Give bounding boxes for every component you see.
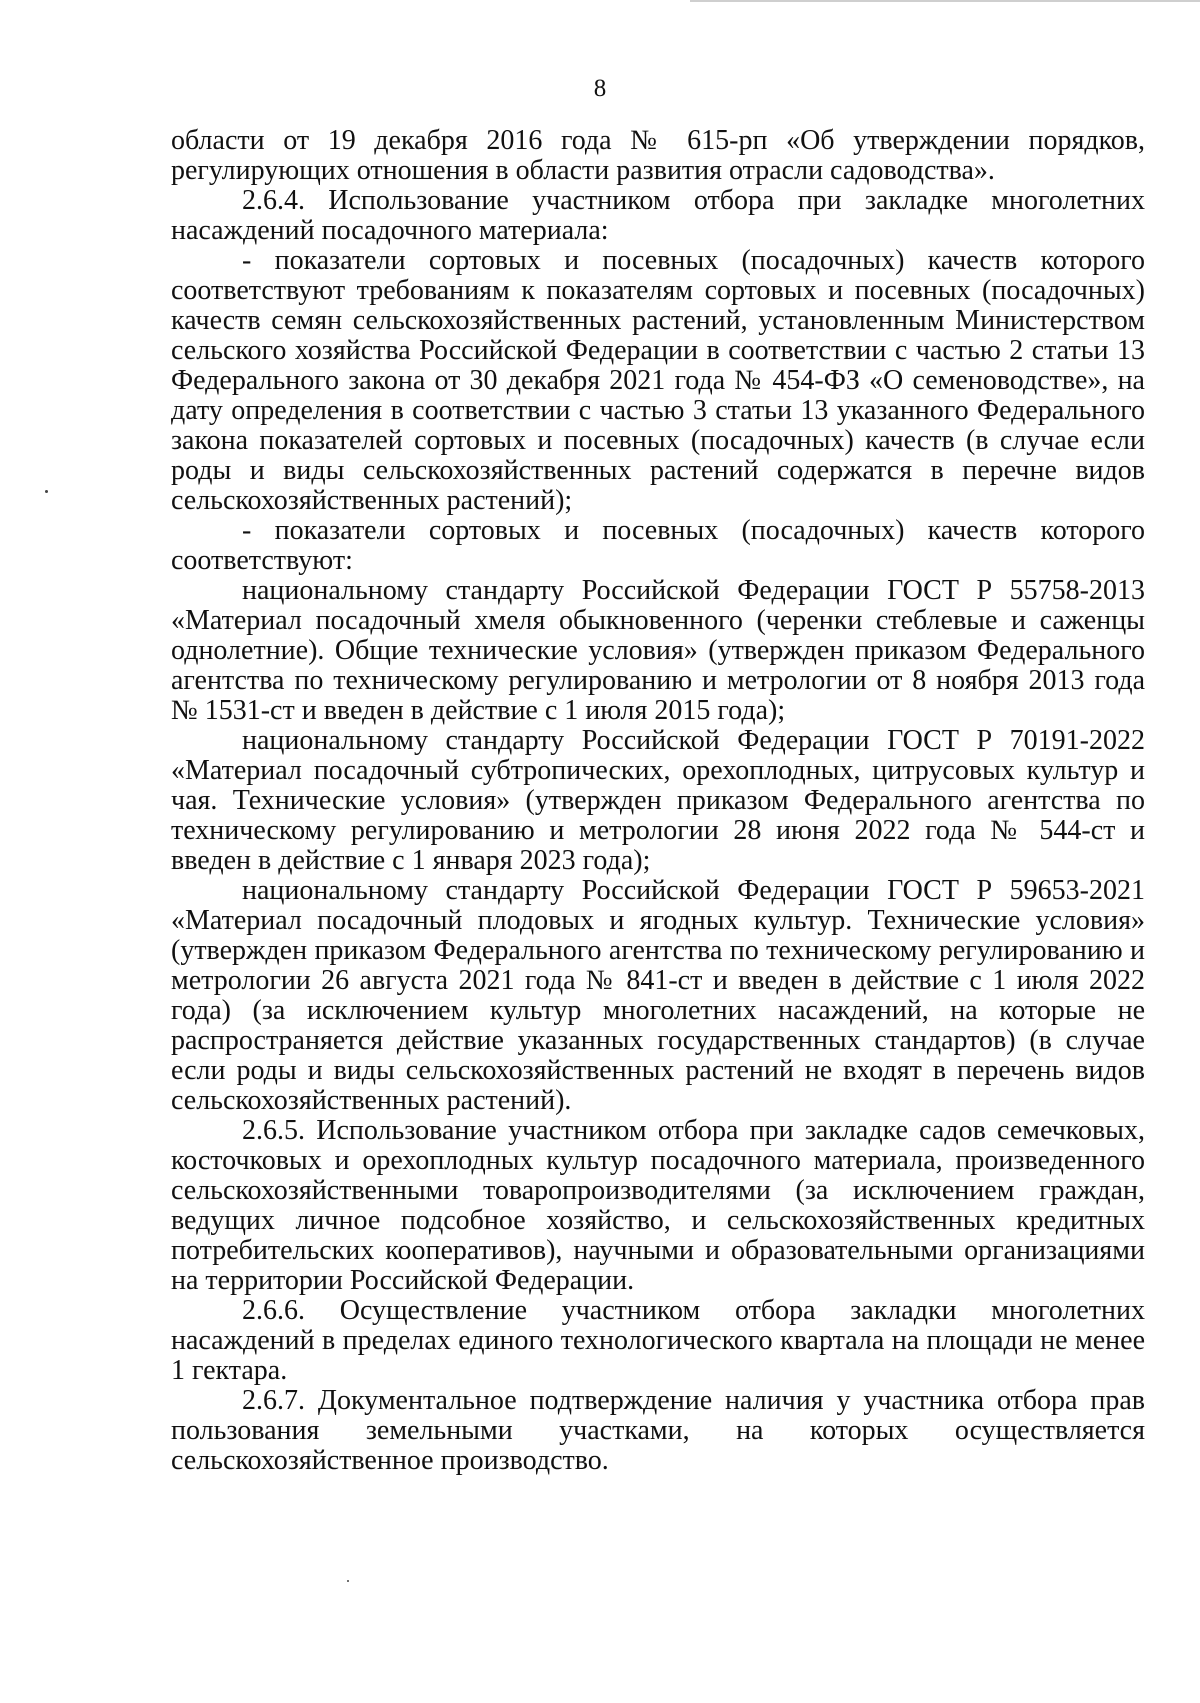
top-edge-line [690,0,1200,2]
paragraph-2-6-4: 2.6.4. Использование участником отбора при закладке многолетних насаждений посадочного материала: [171,185,1145,246]
scan-speck [45,490,48,493]
document-body [171,126,1145,1476]
paragraph-2-6-5: 2.6.5. Использование участником отбора при закладке садов семечковых, косточковых и орехоплодных культур посадочного материала, произведенного сельскохозяйственными товаропроизводителями (за исключением граждан, ведущих личное подсобное хозяйство, и сельскохозяйственных кредитных потребительских кооперативов), научными и образовательными организациями на территории Российской Федерации. [171,1115,1145,1296]
paragraph-list-item-1: - показатели сортовых и посевных (посадочных) качеств которого соответствуют требованиям к показателям сортовых и посевных (посадочных) качеств семян сельскохозяйственных растений, установленным Министерством сельского хозяйства Российской Федерации в соответствии с частью 2 статьи 13 Федерального закона от 30 декабря 2021 года № 454-ФЗ «О семеноводстве», на дату определения в соответствии с частью 3 статьи 13 указанного Федерального закона показателей сортовых и посевных (посадочных) качеств (в случае если роды и виды сельскохозяйственных растений содержатся в перечне видов сельскохозяйственных растений); [171,245,1145,516]
paragraph-gost-55758: национальному стандарту Российской Федерации ГОСТ Р 55758-2013 «Материал посадочный хмеля обыкновенного (черенки стеблевые и саженцы однолетние). Общие технические условия» (утвержден приказом Федерального агентства по техническому регулированию и метрологии от 8 ноября 2013 года № 1531-ст и введен в действие с 1 июля 2015 года); [171,575,1145,726]
paragraph-2-6-6: 2.6.6. Осуществление участником отбора закладки многолетних насаждений в пределах единого технологического квартала на площади не менее 1 гектара. [171,1295,1145,1386]
paragraph-gost-59653: национальному стандарту Российской Федерации ГОСТ Р 59653-2021 «Материал посадочный плодовых и ягодных культур. Технические условия» (утвержден приказом Федерального агентства по техническому регулированию и метрологии 26 августа 2021 года № 841-ст и введен в действие с 1 июля 2022 года) (за исключением культур многолетних насаждений, на которые не распространяется действие указанных государственных стандартов) (в случае если роды и виды сельскохозяйственных растений не входят в перечень видов сельскохозяйственных растений). [171,875,1145,1116]
paragraph-gost-70191: национальному стандарту Российской Федерации ГОСТ Р 70191-2022 «Материал посадочный субтропических, орехоплодных, цитрусовых культур и чая. Технические условия» (утвержден приказом Федерального агентства по техническому регулированию и метрологии 28 июня 2022 года № 544-ст и введен в действие с 1 января 2023 года); [171,725,1145,876]
paragraph-continuation: области от 19 декабря 2016 года № 615-рп «Об утверждении порядков, регулирующих отношения в области развития отрасли садоводства». [171,125,1145,186]
paragraph-2-6-7: 2.6.7. Документальное подтверждение наличия у участника отбора прав пользования земельными участками, на которых осуществляется сельскохозяйственное производство. [171,1385,1145,1476]
paragraph-list-item-2: - показатели сортовых и посевных (посадочных) качеств которого соответствуют: [171,515,1145,576]
scan-speck [347,1580,349,1582]
page-number: 8 [593,75,607,102]
